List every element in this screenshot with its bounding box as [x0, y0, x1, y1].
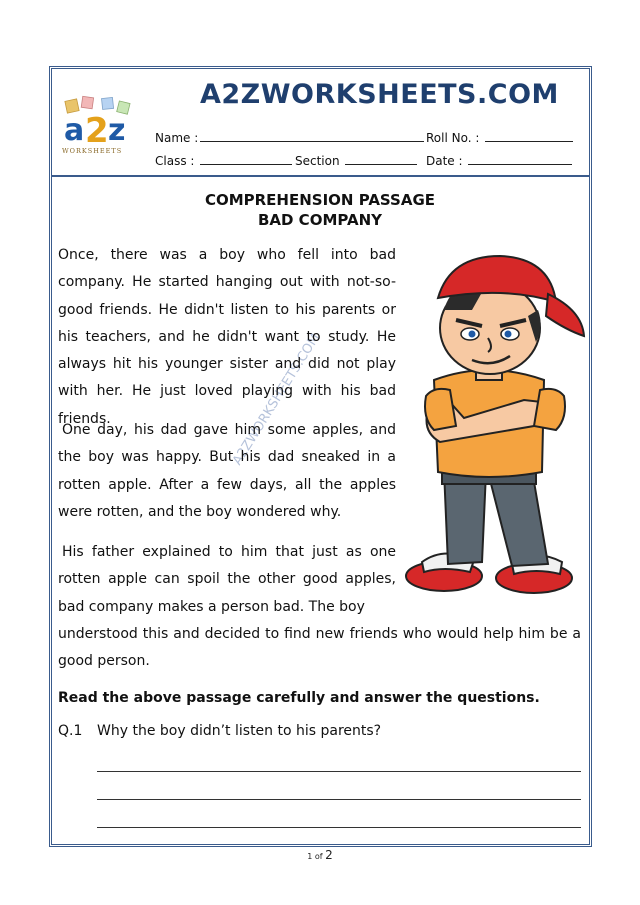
a2z-logo	[60, 94, 138, 156]
class-blank	[200, 152, 292, 165]
name-field	[155, 129, 424, 145]
svg-text:z: z	[108, 113, 126, 148]
paragraph-1: Once, there was a boy who fell into bad company. He started hanging out with not-so-good friends. He didn't listen to his parents or his teachers, and he didn't want to study. He always hit his younger sister and did not play with her. He just loved playing with his bad friends.	[58, 247, 396, 427]
svg-text:2: 2	[85, 111, 109, 151]
paragraph-3-end: understood this and decided to find new friends who would help him be a good person.	[58, 626, 581, 670]
name-blank	[200, 129, 424, 142]
page-current: 1	[307, 852, 313, 861]
class-label: Class :	[155, 154, 195, 168]
page-total: 2	[325, 848, 333, 862]
section-label: Section	[295, 154, 340, 168]
page-of: of	[314, 852, 323, 861]
roll-field	[426, 129, 573, 145]
answer-line	[97, 827, 581, 828]
paragraph-3-start: His father explained to him that just as one rotten apple can spoil the other good apples, bad company makes a person bad. The boy	[58, 544, 396, 615]
svg-text:WORKSHEETS: WORKSHEETS	[62, 147, 123, 155]
instruction-text: Read the above passage carefully and answer the questions.	[58, 690, 540, 706]
passage-title: COMPREHENSION PASSAGE	[204, 191, 436, 209]
roll-blank	[485, 129, 573, 142]
name-label: Name :	[155, 131, 199, 145]
section-field	[295, 152, 417, 168]
watermark: A2ZWORKSHEETS.COM	[230, 331, 324, 468]
site-title: A2ZWORKSHEETS.COM	[200, 79, 559, 110]
question-number: Q.1	[58, 723, 83, 739]
worksheet-header	[52, 69, 589, 177]
date-field	[426, 152, 572, 168]
answer-line	[97, 771, 581, 772]
class-field	[155, 152, 292, 168]
answer-line	[97, 799, 581, 800]
page-footer	[0, 848, 640, 862]
date-blank	[468, 152, 572, 165]
date-label: Date :	[426, 154, 463, 168]
question-text: Why the boy didn’t listen to his parents?	[97, 723, 382, 739]
boy-illustration	[404, 250, 586, 602]
roll-label: Roll No. :	[426, 131, 480, 145]
section-blank	[345, 152, 417, 165]
passage-subtitle: BAD COMPANY	[257, 211, 383, 229]
paragraph-2: One day, his dad gave him some apples, and the boy was happy. But his dad sneaked in a rotten apple. After a few days, all the apples were rotten, and the boy wondered why.	[58, 422, 396, 520]
svg-text:a: a	[64, 113, 85, 148]
